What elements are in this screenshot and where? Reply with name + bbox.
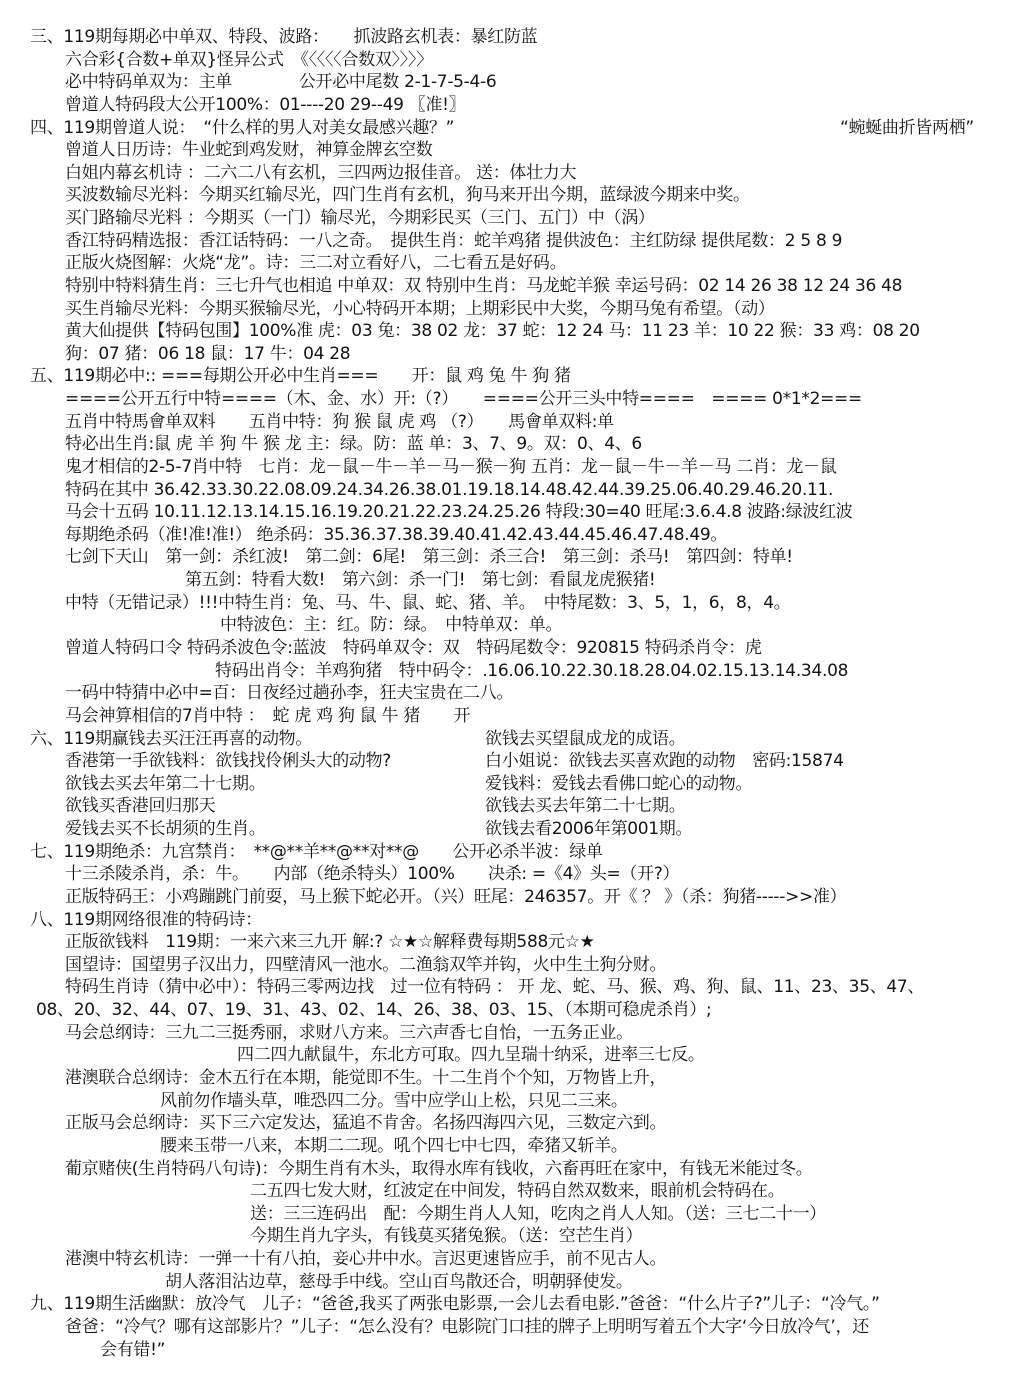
- text-segment: 五肖中特馬會单双料 五肖中特：狗 猴 鼠 虎 鸡 （?） 馬會单双料:单: [65, 411, 614, 432]
- text-segment: 每期绝杀码（准!准!准!） 绝杀码：35.36.37.38.39.40.41.42.43.44.45.46.47.48.49。: [65, 524, 728, 545]
- text-segment: 曾道人特码段大公开100%：01----20 29--49 〖准!〗: [65, 94, 466, 115]
- text-line-section-5-6: [0, 502, 1014, 524]
- text-line-section-4-2: [0, 163, 1014, 185]
- text-segment: 胡人落泪沾边草，慈母手中线。空山百鸟散还合，明朝驿使发。: [165, 1271, 633, 1292]
- text-line-section-8-5: [0, 1023, 1014, 1045]
- text-segment: 欲钱去买望鼠成龙的成语。: [485, 728, 686, 749]
- text-segment: 特别中特料猜生肖：三七升气也相追 中单双：双 特别中生肖：马龙蛇羊猴 幸运号码：02 14 26 38 12 24 36 48: [65, 275, 903, 296]
- text-segment: 七剑下天山 第一剑：杀红波! 第二剑：6尾! 第三剑：杀三合! 第三剑：杀马! 第四剑：特单!: [65, 547, 793, 568]
- text-line-section-9-2: [0, 1340, 1014, 1362]
- text-segment: 欲钱去买去年第二十七期。: [485, 796, 686, 817]
- text-segment: 第五剑：特看大数! 第六剑：杀一门! 第七剑：看鼠龙虎猴猪!: [185, 570, 656, 591]
- text-segment: 狗：07 猪：06 18 鼠：17 牛：04 28: [65, 343, 351, 364]
- section-heading-line-section-7: [0, 842, 1014, 864]
- text-segment: 十三杀陵杀肖，杀：牛。 内部（绝杀特头）100% 决杀: =《4》头=（开?）: [65, 864, 680, 885]
- text-segment: ====公开五行中特====（木、金、水）开:（?） ====公开三头中特==== ==== 0*1*2===: [65, 389, 862, 410]
- text-line-section-5-11: [0, 615, 1014, 637]
- text-line-section-5-9: [0, 570, 1014, 592]
- text-segment: 六、119期赢钱去买汪汪再喜的动物。: [30, 728, 313, 749]
- text-segment: 正版火烧图解：火烧“龙”。诗：三二对立看好八，二七看五是好码。: [65, 253, 567, 274]
- text-line-section-8-9: [0, 1113, 1014, 1135]
- text-line-section-4-7: [0, 276, 1014, 298]
- section-heading-line-section-3: [0, 27, 1014, 49]
- text-line-section-5-14: [0, 683, 1014, 705]
- text-segment: 马会神算相信的7肖中特 ： 蛇 虎 鸡 狗 鼠 牛 猪 开: [65, 705, 471, 726]
- text-segment: 特必出生肖:鼠 虎 羊 狗 牛 猴 龙 主：绿。防：蓝 单：3、7、9。双：0、4、6: [65, 434, 642, 455]
- text-segment: 马会总纲诗：三九二三挺秀丽，求财八方来。三六声香七自怡，一五务正业。: [65, 1022, 633, 1043]
- text-line-section-5-5: [0, 480, 1014, 502]
- text-line-section-8-8: [0, 1091, 1014, 1113]
- text-segment: 爱钱料：爱钱去看佛口蛇心的动物。: [485, 773, 753, 794]
- text-segment: 国望诗：国望男子汉出力，四壁清风一池水。二渔翁双竿并钩，火中生土狗分财。: [65, 954, 667, 975]
- text-line-section-5-1: [0, 389, 1014, 411]
- text-line-section-7-1: [0, 864, 1014, 886]
- text-segment: 买门路输尽光料 ：今期买（一门）输尽光，今期彩民买（三门、五门）中（涡）: [65, 208, 655, 229]
- text-line-section-4-8: [0, 299, 1014, 321]
- text-segment: 九、119期生活幽默：放冷气 儿子：“爸爸,我买了两张电影票,一会儿去看电影.”爸爸：“什么片子?”儿子：“冷气。”: [30, 1294, 880, 1315]
- text-segment: 中特（无错记录）!!!中特生肖：兔、马、牛、鼠、蛇、猪、羊。 中特尾数：3、5，1，6，8，4。: [65, 592, 791, 613]
- text-line-section-5-13: [0, 661, 1014, 683]
- text-line-section-9-1: [0, 1317, 1014, 1339]
- text-segment: 鬼才相信的2-5-7肖中特 七肖：龙－鼠－牛－羊－马－猴－狗 五肖：龙－鼠－牛－羊－马 二肖：龙－鼠: [65, 456, 837, 477]
- text-line-section-5-4: [0, 457, 1014, 479]
- text-line-section-7-2: [0, 887, 1014, 909]
- text-segment: 08、20、32、44、07、19、31、43、02、14、26、38、03、15、（本期可稳虎杀肖）;: [36, 1000, 712, 1021]
- text-line-section-5-8: [0, 547, 1014, 569]
- text-line-section-8-13: [0, 1204, 1014, 1226]
- text-line-section-8-14: [0, 1226, 1014, 1248]
- text-line-section-8-3: [0, 977, 1014, 999]
- text-segment: 腰来玉带一八来，本期二二现。吼个四七中七四，牵猪又斩羊。: [160, 1135, 628, 1156]
- text-segment: 四二四九献鼠牛，东北方可取。四九呈瑞十纳采，进率三七反。: [237, 1045, 705, 1066]
- text-segment: 特码在其中 36.42.33.30.22.08.09.24.34.26.38.01.19.18.14.48.42.44.39.25.06.40.29.46.20.11.: [65, 479, 834, 500]
- text-segment: 二五四七发大财，红波定在中间发，特码自然双数来，眼前机会特码在。: [250, 1181, 785, 1202]
- text-line-section-5-7: [0, 525, 1014, 547]
- text-segment: 今期生肖九字头，有钱莫买猪兔猴。（送：空芒生肖）: [250, 1226, 643, 1247]
- text-line-section-4-1: [0, 140, 1014, 162]
- text-segment: 七、119期绝杀：九宫禁肖： **@**羊**@**对**@ 公开必杀半波：绿单: [30, 841, 603, 862]
- text-line-section-6-3: [0, 796, 1014, 818]
- text-segment: 港澳中特玄机诗：一弹一十有八拍，妾心井中水。言迟更速皆应手，前不见古人。: [65, 1249, 667, 1270]
- text-line-section-6-2: [0, 774, 1014, 796]
- section-heading-line-section-5: [0, 366, 1014, 388]
- text-segment: 会有错!”: [100, 1339, 166, 1360]
- text-line-section-8-4: [0, 1000, 1014, 1022]
- text-segment: 香港第一手欲钱料：欲钱找伶俐头大的动物?: [65, 751, 392, 772]
- text-line-section-4-3: [0, 185, 1014, 207]
- text-segment: 葡京赌侠(生肖特码八句诗)：今期生肖有木头，取得水库有钱收，六畜再旺在家中，有钱无米能过冬。: [65, 1158, 813, 1179]
- text-segment: 曾道人特码口令 特码杀波色令:蓝波 特码单双令：双 特码尾数令：920815 特码杀肖令：虎: [65, 638, 762, 658]
- text-line-section-4-6: [0, 253, 1014, 275]
- text-segment: 送：三三连码出 配：今期生肖人人知，吃肉之肖人人知。（送：三七二十一）: [250, 1203, 826, 1224]
- section-heading-line-section-8: [0, 910, 1014, 932]
- text-segment: 正版马会总纲诗：买下三六定发达，猛追不肯舍。名扬四海四六见，三数定六到。: [65, 1113, 667, 1134]
- text-segment: 四、119期曾道人说： “什么样的男人对美女最感兴趣？”: [30, 117, 455, 138]
- text-segment: 正版欲钱料 119期：一来六来三九开 解:? ☆★☆解释费每期588元☆★: [65, 932, 595, 953]
- text-segment: 买波数输尽光料：今期买红输尽光，四门生肖有玄机，狗马来开出今期，蓝绿波今期来中奖。: [65, 185, 750, 206]
- text-segment: 港澳联合总纲诗：金木五行在本期，能觉即不生。十二生肖个个知，万物皆上升，: [65, 1067, 667, 1088]
- text-segment: 三、119期每期必中单双、特段、波路： 抓波路玄机表：暴红防蓝: [30, 27, 538, 47]
- text-line-section-8-2: [0, 955, 1014, 977]
- text-line-section-3-2: [0, 72, 1014, 94]
- text-segment: 曾道人日历诗：牛业蛇到鸡发财，神算金牌玄空数: [65, 140, 433, 161]
- text-line-section-4-5: [0, 231, 1014, 253]
- text-segment: 八、119期网络很准的特码诗：: [30, 909, 262, 930]
- text-line-section-8-6: [0, 1045, 1014, 1067]
- text-segment: 特码生肖诗（猜中必中）：特码三零两边找 过一位有特码 ： 开 龙、蛇、马、猴、鸡、狗、鼠、11、23、35、47、: [65, 977, 925, 998]
- text-line-section-5-10: [0, 593, 1014, 615]
- text-line-section-5-12: [0, 638, 1014, 660]
- text-line-section-3-1: [0, 50, 1014, 72]
- text-line-section-5-3: [0, 434, 1014, 456]
- text-line-section-8-7: [0, 1068, 1014, 1090]
- text-line-section-8-16: [0, 1272, 1014, 1294]
- text-line-section-8-10: [0, 1136, 1014, 1158]
- text-line-section-8-15: [0, 1249, 1014, 1271]
- text-segment: 白小姐说：欲钱去买喜欢跑的动物 密码:15874: [485, 751, 844, 772]
- text-segment: 买生肖输尽光料：今期买猴输尽光，小心特码开本期；上期彩民中大奖，今期马兔有希望。（动）: [65, 298, 775, 319]
- section-heading-line-section-9: [0, 1294, 1014, 1316]
- section-heading-line-section-4: [0, 118, 1014, 140]
- text-segment: 黄大仙提供【特码包围】100%准 虎：03 兔：38 02 龙：37 蛇：12 24 马：11 23 羊：10 22 猴：33 鸡：08 20: [65, 321, 920, 342]
- text-line-section-8-12: [0, 1181, 1014, 1203]
- text-line-section-4-4: [0, 208, 1014, 230]
- text-line-section-4-10: [0, 344, 1014, 366]
- text-segment: 爸爸：“冷气？哪有这部影片？”儿子：“怎么没有？电影院门口挂的牌子上明明写着五个大字‘今日放冷气’，还: [65, 1316, 869, 1337]
- text-segment: 欲钱去看2006年第001期。: [485, 819, 693, 840]
- text-segment: 白姐内幕玄机诗 ：二六二八有玄机，三四两边报佳音。 送：体壮力大: [65, 162, 577, 183]
- text-segment: 正版特码王：小鸡蹦跳门前耍，马上猴下蛇必开。（兴）旺尾：246357。开《 ？ 》（杀：狗猪----->>准）: [65, 886, 847, 907]
- text-line-section-4-9: [0, 321, 1014, 343]
- text-segment: 风前勿作墙头草，唯恐四二分。雪中应学山上松，只见二三来。: [160, 1090, 628, 1111]
- text-segment: 中特波色：主：红。防：绿。 中特单双：单。: [220, 615, 563, 636]
- text-line-section-6-1: [0, 751, 1014, 773]
- text-segment: “蜿蜒曲折皆两栖”: [840, 117, 974, 138]
- text-segment: 一码中特猜中必中=百：日夜经过趟孙李，狂夫宝贵在二八。: [65, 683, 514, 704]
- text-segment: 六合彩{合数+单双}怪异公式 《〈〈〈〈合数双〉〉〉〉: [65, 49, 433, 70]
- text-segment: 五、119期必中:: ===每期公开必中生肖=== 开：鼠 鸡 兔 牛 狗 猪: [30, 366, 571, 387]
- text-segment: 欲钱去买去年第二十七期。: [65, 773, 266, 794]
- text-segment: 必中特码单双为：主单 公开必中尾数 2-1-7-5-4-6: [65, 72, 497, 93]
- text-line-section-5-15: [0, 706, 1014, 728]
- text-segment: 欲钱买香港回归那天: [65, 796, 216, 817]
- text-segment: 香江特码精选报：香江话特码：一八之奇。 提供生肖：蛇羊鸡猪 提供波色：主红防绿 提供尾数：2 5 8 9: [65, 230, 843, 251]
- text-segment: 特码出肖令：羊鸡狗猪 特中码令：.16.06.10.22.30.18.28.04.02.15.13.14.34.08: [215, 660, 849, 681]
- text-line-section-8-11: [0, 1159, 1014, 1181]
- text-line-section-6-4: [0, 819, 1014, 841]
- text-segment: 马会十五码 10.11.12.13.14.15.16.19.20.21.22.23.24.25.26 特段:30=40 旺尾:3.6.4.8 波路:绿波红波: [65, 502, 853, 523]
- text-line-section-8-1: [0, 932, 1014, 954]
- text-line-section-5-2: [0, 412, 1014, 434]
- text-line-section-3-3: [0, 95, 1014, 117]
- text-segment: 爱钱去买不长胡须的生肖。: [65, 819, 266, 840]
- section-heading-line-section-6: [0, 729, 1014, 751]
